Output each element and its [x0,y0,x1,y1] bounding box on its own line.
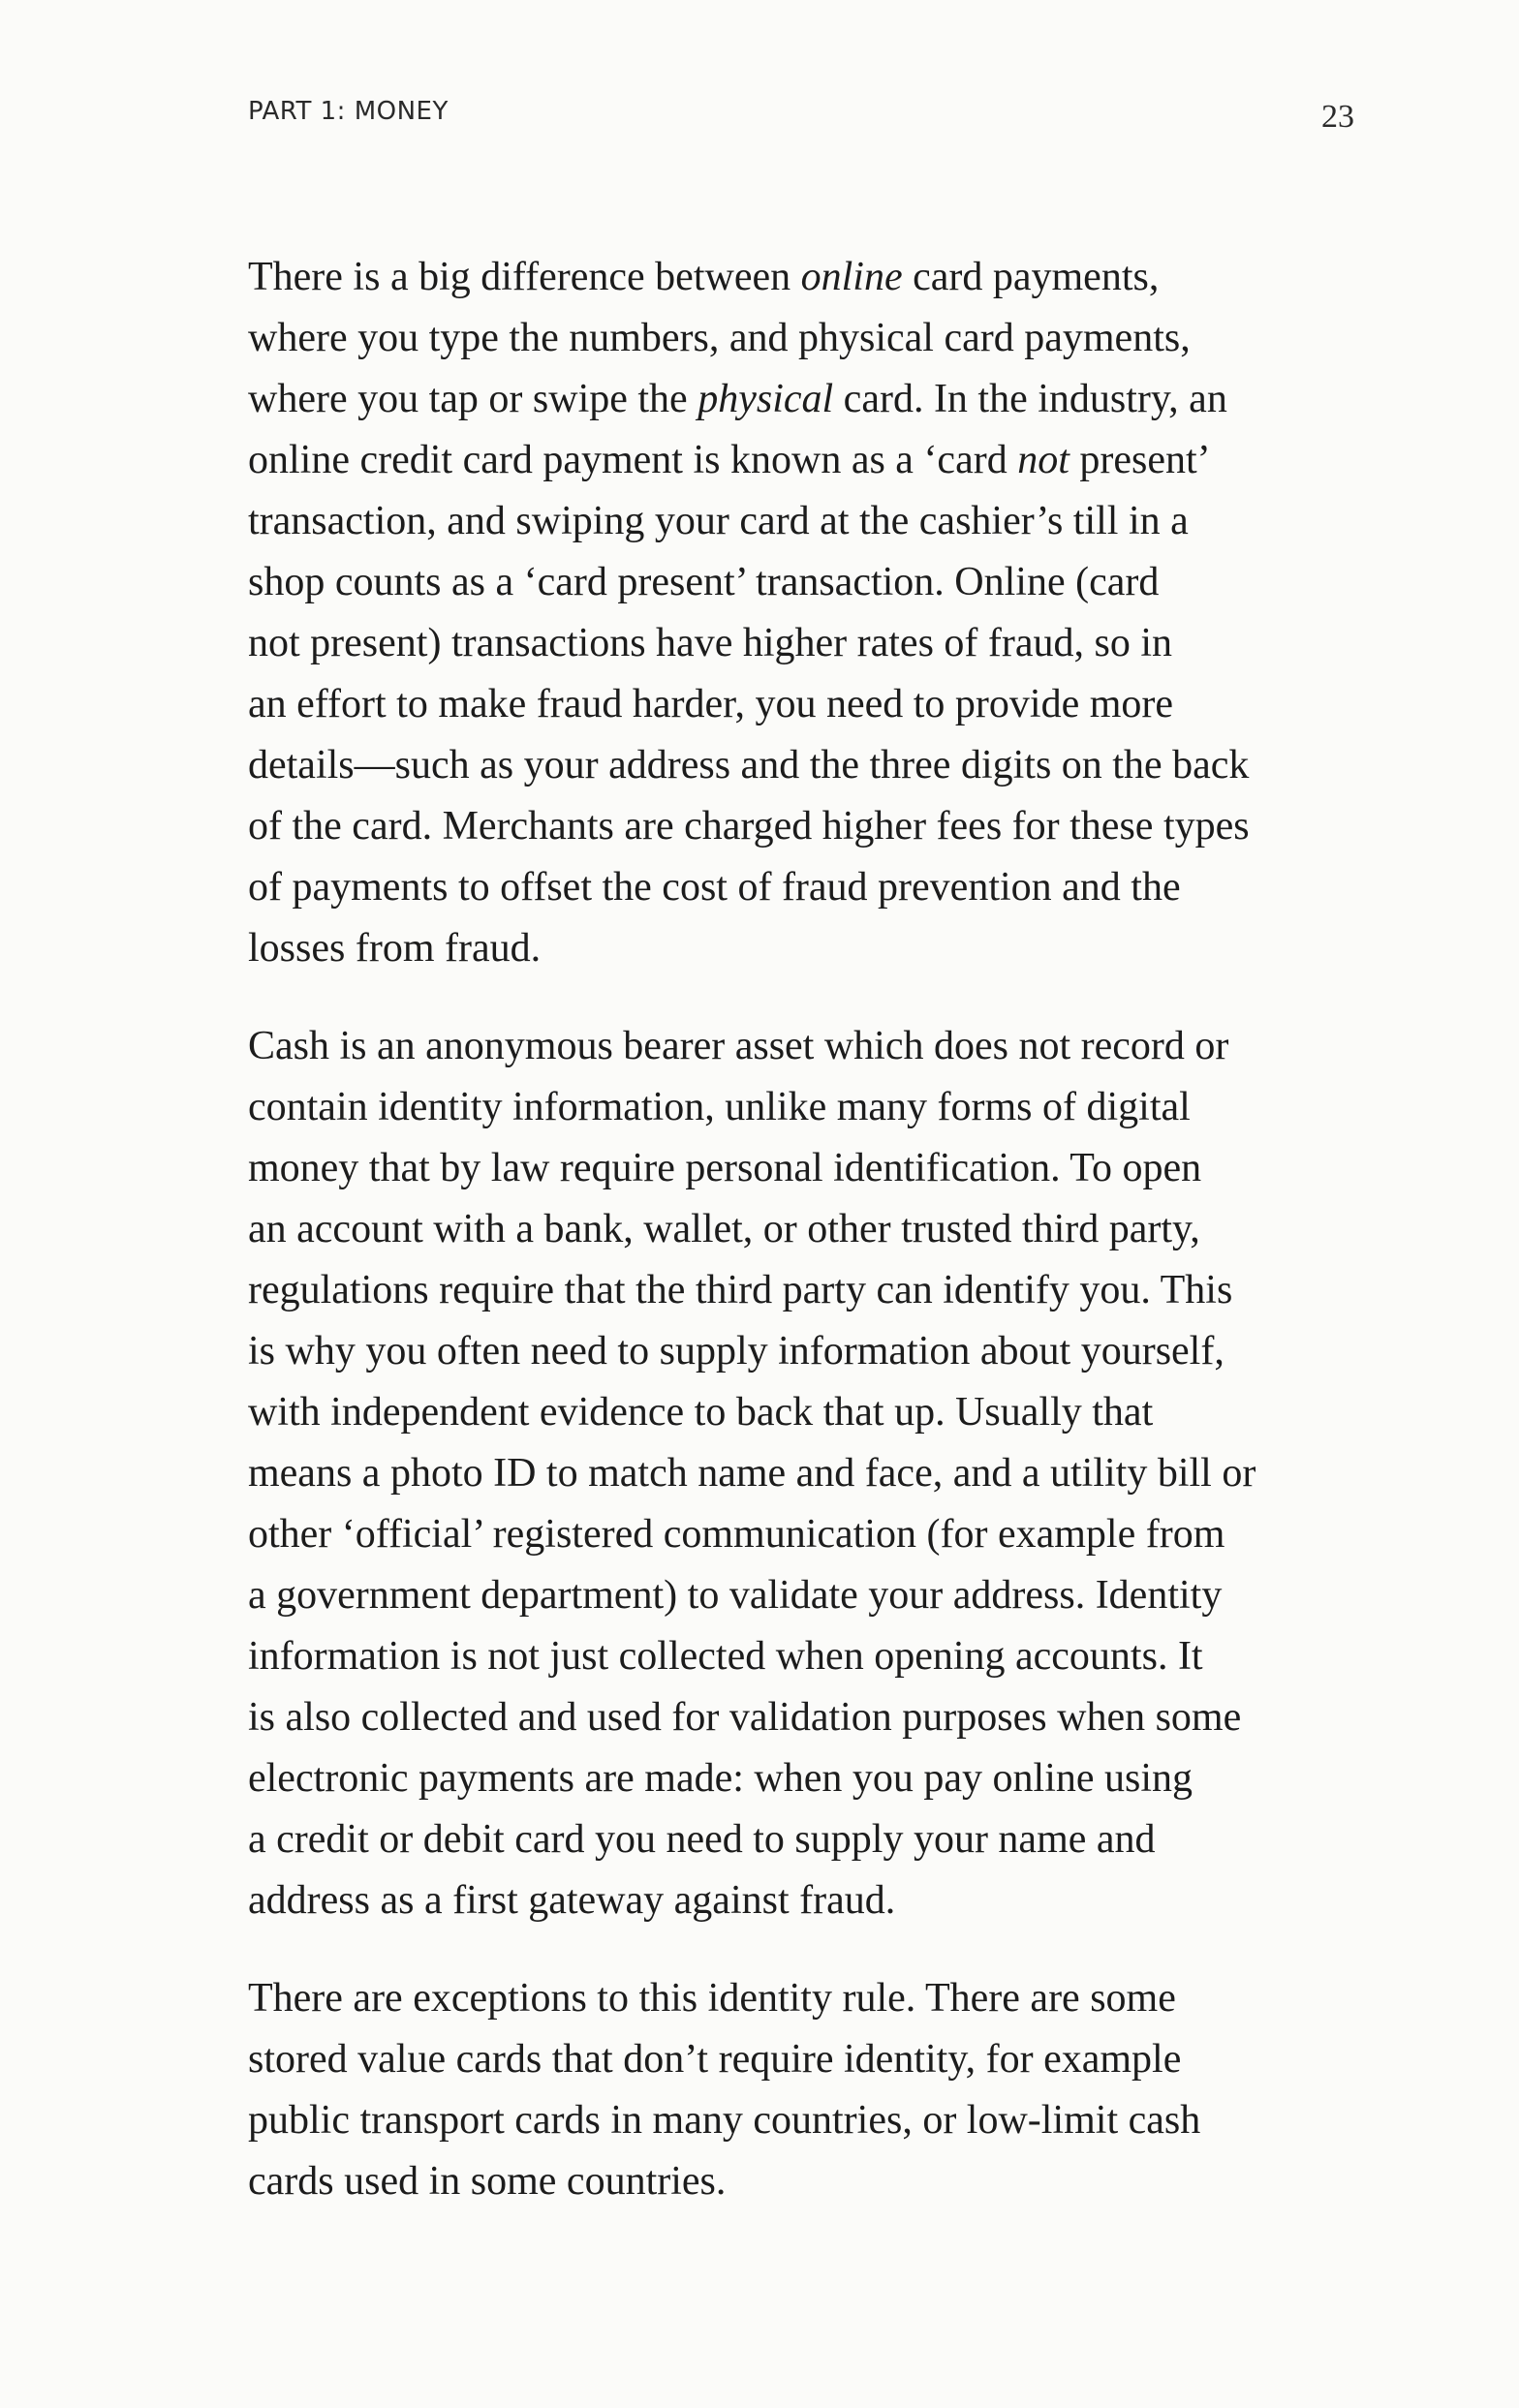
body-text [248,247,1352,2212]
text-line: means a photo ID to match name and face, and a utility bill or [248,1451,1256,1496]
text-line: public transport cards in many countries, or low-limit cash [248,2098,1201,2143]
paragraph [248,247,1352,979]
text-line: an account with a bank, wallet, or other trusted third party, [248,1207,1200,1251]
text-line: information is not just collected when opening accounts. It [248,1634,1203,1679]
text-line: where you type the numbers, and physical card payments, [248,316,1191,360]
paragraph-gap [248,1931,1352,1968]
text-line: where you tap or swipe the physical card. In the industry, an [248,377,1227,421]
text-line: contain identity information, unlike many forms of digital [248,1085,1191,1129]
text-line: losses from fraud. [248,926,542,971]
paragraph-gap [248,979,1352,1016]
text-line: There are exceptions to this identity rule. There are some [248,1976,1176,2021]
text-line: transaction, and swiping your card at the cashier’s till in a [248,499,1189,543]
text-line: a credit or debit card you need to supply your name and [248,1817,1156,1862]
text-line: a government department) to validate your address. Identity [248,1573,1223,1618]
text-line: online credit card payment is known as a ‘card not present’ [248,438,1211,482]
text-line: other ‘official’ registered communication (for example from [248,1512,1225,1557]
text-line: is also collected and used for validation purposes when some [248,1695,1242,1740]
text-line: regulations require that the third party can identify you. This [248,1268,1233,1312]
text-line: shop counts as a ‘card present’ transaction. Online (card [248,560,1160,604]
text-line: with independent evidence to back that up. Usually that [248,1390,1154,1435]
text-line: money that by law require personal identification. To open [248,1146,1202,1190]
page-number: 23 [1321,99,1354,135]
paragraph [248,1968,1352,2212]
text-line: electronic payments are made: when you pay online using [248,1756,1194,1801]
text-line: There is a big difference between online card payments, [248,255,1160,299]
text-line: address as a first gateway against fraud. [248,1878,896,1923]
text-line: an effort to make fraud harder, you need to provide more [248,682,1174,726]
text-line: Cash is an anonymous bearer asset which does not record or [248,1024,1229,1068]
running-head: PART 1: MONEY [248,97,449,126]
text-line: details—such as your address and the three digits on the back [248,743,1250,787]
text-line: of payments to offset the cost of fraud prevention and the [248,865,1181,910]
text-line: not present) transactions have higher rates of fraud, so in [248,621,1173,665]
text-line: of the card. Merchants are charged higher fees for these types [248,804,1250,849]
text-line: stored value cards that don’t require identity, for example [248,2037,1182,2082]
paragraph [248,1016,1352,1931]
text-line: is why you often need to supply information about yourself, [248,1329,1224,1374]
text-line: cards used in some countries. [248,2159,727,2204]
